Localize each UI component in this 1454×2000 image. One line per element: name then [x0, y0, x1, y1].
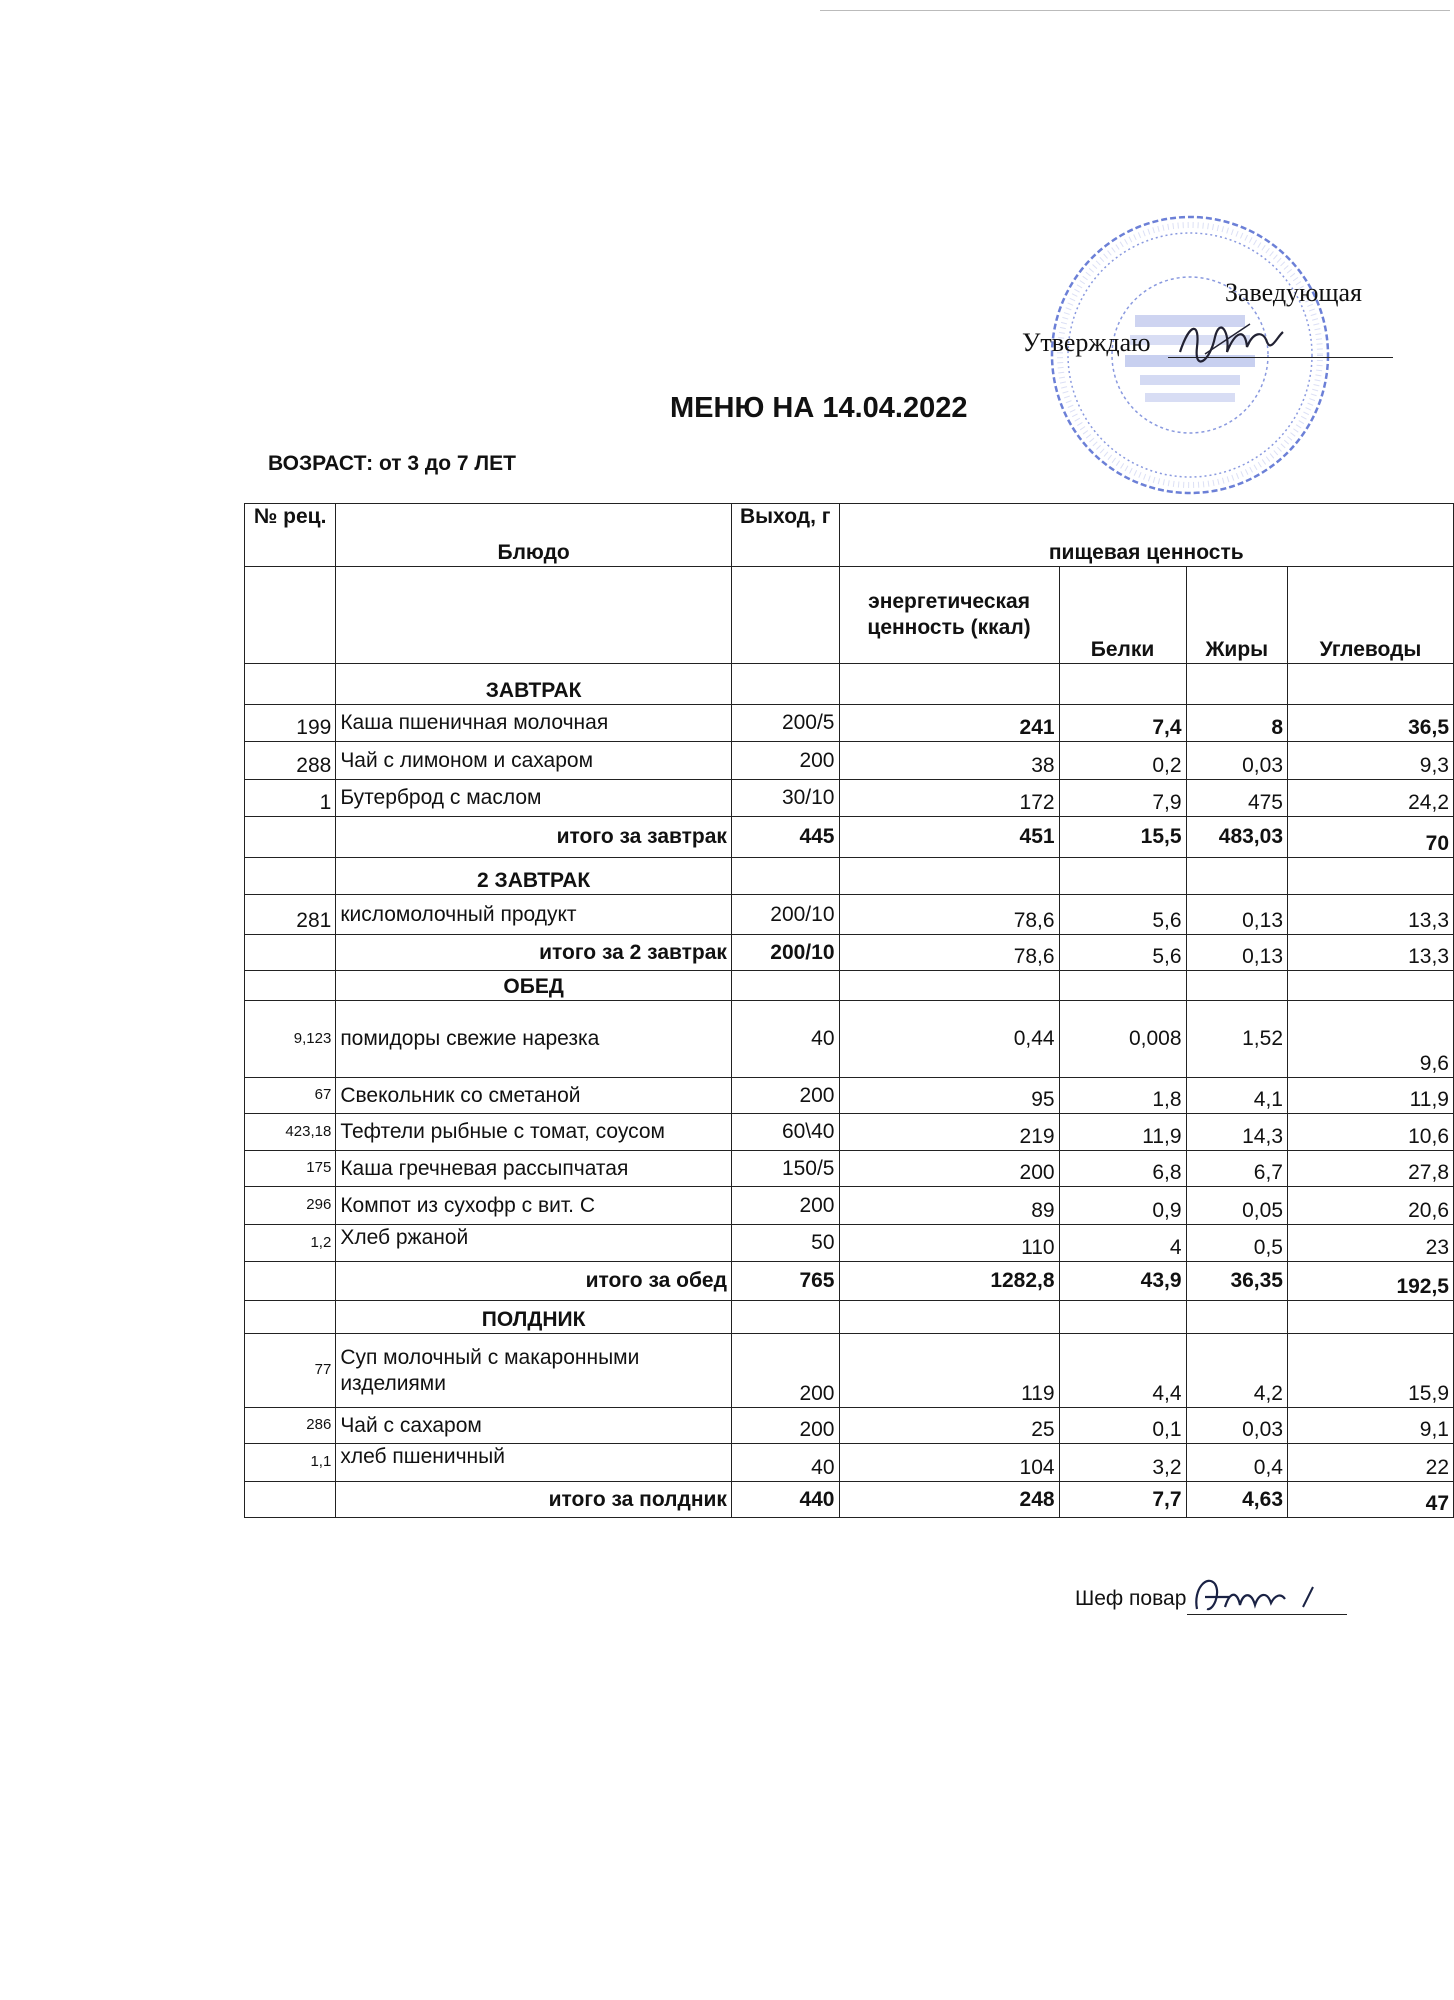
fat: 8 [1186, 705, 1287, 742]
carbs: 9,6 [1288, 1001, 1454, 1078]
total-energy: 248 [839, 1482, 1059, 1518]
dish-name: Каша пшеничная молочная [336, 705, 732, 742]
dish-name: Чай с сахаром [336, 1408, 732, 1444]
rec-no: 288 [245, 742, 336, 780]
approver-signature [1175, 312, 1285, 372]
section-row [245, 858, 1454, 895]
table-row [245, 1001, 1454, 1078]
protein: 11,9 [1059, 1114, 1186, 1151]
section-title-breakfast: ЗАВТРАК [336, 664, 732, 705]
rec-no: 199 [245, 705, 336, 742]
yield: 50 [731, 1225, 839, 1262]
fat: 475 [1186, 780, 1287, 817]
yield: 40 [731, 1444, 839, 1482]
fat: 4,2 [1186, 1334, 1287, 1408]
carbs: 36,5 [1288, 705, 1454, 742]
section-row [245, 1301, 1454, 1334]
total-row [245, 817, 1454, 858]
total-carbs: 192,5 [1288, 1262, 1454, 1301]
carbs: 27,8 [1288, 1151, 1454, 1187]
header-subrow [245, 567, 1454, 664]
approval-block [1020, 240, 1440, 370]
protein: 0,2 [1059, 742, 1186, 780]
total-energy: 78,6 [839, 935, 1059, 971]
total-fat: 4,63 [1186, 1482, 1287, 1518]
carbs: 23 [1288, 1225, 1454, 1262]
approve-label: Утверждаю [1022, 328, 1151, 357]
fat: 0,05 [1186, 1187, 1287, 1225]
total-row [245, 935, 1454, 971]
header-empty-cell [245, 567, 336, 664]
protein: 4,4 [1059, 1334, 1186, 1408]
header-energy: энергетическая ценность (ккал) [839, 567, 1059, 664]
protein: 0,1 [1059, 1408, 1186, 1444]
table-row [245, 1187, 1454, 1225]
table-row [245, 705, 1454, 742]
rec-no: 423,18 [245, 1114, 336, 1151]
total-label: итого за завтрак [336, 817, 732, 858]
header-empty-cell [731, 567, 839, 664]
yield: 200/5 [731, 705, 839, 742]
dish-name: кисломолочный продукт [336, 895, 732, 935]
rec-no: 77 [245, 1334, 336, 1408]
chef-signature-block [1065, 1575, 1365, 1635]
yield: 60\40 [731, 1114, 839, 1151]
dish-name: Каша гречневая рассыпчатая [336, 1151, 732, 1187]
yield: 150/5 [731, 1151, 839, 1187]
energy: 219 [839, 1114, 1059, 1151]
energy: 0,44 [839, 1001, 1059, 1078]
section-row [245, 664, 1454, 705]
fat: 0,5 [1186, 1225, 1287, 1262]
energy: 241 [839, 705, 1059, 742]
fat: 6,7 [1186, 1151, 1287, 1187]
energy: 110 [839, 1225, 1059, 1262]
rec-no: 286 [245, 1408, 336, 1444]
table-row [245, 1078, 1454, 1114]
total-energy: 451 [839, 817, 1059, 858]
dish-name: Хлеб ржаной [336, 1225, 732, 1262]
carbs: 15,9 [1288, 1334, 1454, 1408]
menu-table [244, 503, 1454, 1518]
total-fat: 483,03 [1186, 817, 1287, 858]
chef-label: Шеф повар [1075, 1587, 1187, 1610]
total-yield: 440 [731, 1482, 839, 1518]
dish-name: Суп молочный с макаронными изделиями [336, 1334, 732, 1408]
total-label: итого за обед [336, 1262, 732, 1301]
energy: 25 [839, 1408, 1059, 1444]
rec-no: 1,2 [245, 1225, 336, 1262]
dish-name: Свекольник со сметаной [336, 1078, 732, 1114]
table-row [245, 1444, 1454, 1482]
header-rec-no: № рец. [245, 504, 336, 567]
dish-name: помидоры свежие нарезка [336, 1001, 732, 1078]
approver-role: Заведующая [1224, 278, 1362, 307]
fat: 0,4 [1186, 1444, 1287, 1482]
yield: 200 [731, 1187, 839, 1225]
table-row [245, 895, 1454, 935]
total-protein: 43,9 [1059, 1262, 1186, 1301]
carbs: 10,6 [1288, 1114, 1454, 1151]
chef-signature [1185, 1569, 1325, 1619]
total-fat: 36,35 [1186, 1262, 1287, 1301]
dish-name: хлеб пшеничный [336, 1444, 732, 1482]
total-row [245, 1482, 1454, 1518]
dish-name: Тефтели рыбные с томат, соусом [336, 1114, 732, 1151]
header-dish: Блюдо [336, 504, 732, 567]
protein: 0,008 [1059, 1001, 1186, 1078]
total-yield: 200/10 [731, 935, 839, 971]
protein: 3,2 [1059, 1444, 1186, 1482]
table-row [245, 1114, 1454, 1151]
section-title-breakfast2: 2 ЗАВТРАК [336, 858, 732, 895]
total-label: итого за 2 завтрак [336, 935, 732, 971]
protein: 5,6 [1059, 895, 1186, 935]
yield: 200 [731, 1408, 839, 1444]
fat: 4,1 [1186, 1078, 1287, 1114]
dish-name: Компот из сухофр с вит. С [336, 1187, 732, 1225]
table-row [245, 1225, 1454, 1262]
energy: 78,6 [839, 895, 1059, 935]
total-fat: 0,13 [1186, 935, 1287, 971]
header-empty-cell [336, 567, 732, 664]
table-row [245, 1334, 1454, 1408]
carbs: 13,3 [1288, 895, 1454, 935]
rec-no: 67 [245, 1078, 336, 1114]
scan-top-line [820, 10, 1450, 11]
carbs: 9,3 [1288, 742, 1454, 780]
fat: 1,52 [1186, 1001, 1287, 1078]
protein: 4 [1059, 1225, 1186, 1262]
carbs: 24,2 [1288, 780, 1454, 817]
protein: 6,8 [1059, 1151, 1186, 1187]
energy: 89 [839, 1187, 1059, 1225]
dish-name: Бутерброд с маслом [336, 780, 732, 817]
energy: 38 [839, 742, 1059, 780]
header-protein: Белки [1059, 567, 1186, 664]
fat: 14,3 [1186, 1114, 1287, 1151]
total-label: итого за полдник [336, 1482, 732, 1518]
yield: 30/10 [731, 780, 839, 817]
total-yield: 445 [731, 817, 839, 858]
table-row [245, 1408, 1454, 1444]
energy: 95 [839, 1078, 1059, 1114]
carbs: 22 [1288, 1444, 1454, 1482]
age-group: ВОЗРАСТ: от 3 до 7 ЛЕТ [268, 452, 516, 475]
carbs: 20,6 [1288, 1187, 1454, 1225]
rec-no: 281 [245, 895, 336, 935]
yield: 40 [731, 1001, 839, 1078]
rec-no: 1,1 [245, 1444, 336, 1482]
total-protein: 15,5 [1059, 817, 1186, 858]
rec-no: 175 [245, 1151, 336, 1187]
protein: 0,9 [1059, 1187, 1186, 1225]
total-protein: 5,6 [1059, 935, 1186, 971]
total-protein: 7,7 [1059, 1482, 1186, 1518]
table-row [245, 780, 1454, 817]
dish-name: Чай с лимоном и сахаром [336, 742, 732, 780]
total-row [245, 1262, 1454, 1301]
fat: 0,03 [1186, 742, 1287, 780]
section-title-snack: ПОЛДНИК [336, 1301, 732, 1334]
protein: 7,4 [1059, 705, 1186, 742]
carbs: 9,1 [1288, 1408, 1454, 1444]
total-carbs: 13,3 [1288, 935, 1454, 971]
header-nutrition: пищевая ценность [839, 504, 1454, 567]
total-carbs: 47 [1288, 1482, 1454, 1518]
table-row [245, 1151, 1454, 1187]
header-yield: Выход, г [731, 504, 839, 567]
header-carbs: Углеводы [1288, 567, 1454, 664]
fat: 0,03 [1186, 1408, 1287, 1444]
yield: 200 [731, 742, 839, 780]
header-row [245, 504, 1454, 567]
total-yield: 765 [731, 1262, 839, 1301]
protein: 1,8 [1059, 1078, 1186, 1114]
section-title-lunch: ОБЕД [336, 971, 732, 1001]
total-energy: 1282,8 [839, 1262, 1059, 1301]
table-row [245, 742, 1454, 780]
energy: 172 [839, 780, 1059, 817]
energy: 200 [839, 1151, 1059, 1187]
carbs: 11,9 [1288, 1078, 1454, 1114]
page-title: МЕНЮ НА 14.04.2022 [670, 392, 968, 424]
total-carbs: 70 [1288, 817, 1454, 858]
yield: 200 [731, 1078, 839, 1114]
protein: 7,9 [1059, 780, 1186, 817]
header-fat: Жиры [1186, 567, 1287, 664]
energy: 119 [839, 1334, 1059, 1408]
section-row [245, 971, 1454, 1001]
rec-no: 9,123 [245, 1001, 336, 1078]
energy: 104 [839, 1444, 1059, 1482]
fat: 0,13 [1186, 895, 1287, 935]
yield: 200 [731, 1334, 839, 1408]
yield: 200/10 [731, 895, 839, 935]
rec-no: 296 [245, 1187, 336, 1225]
rec-no: 1 [245, 780, 336, 817]
